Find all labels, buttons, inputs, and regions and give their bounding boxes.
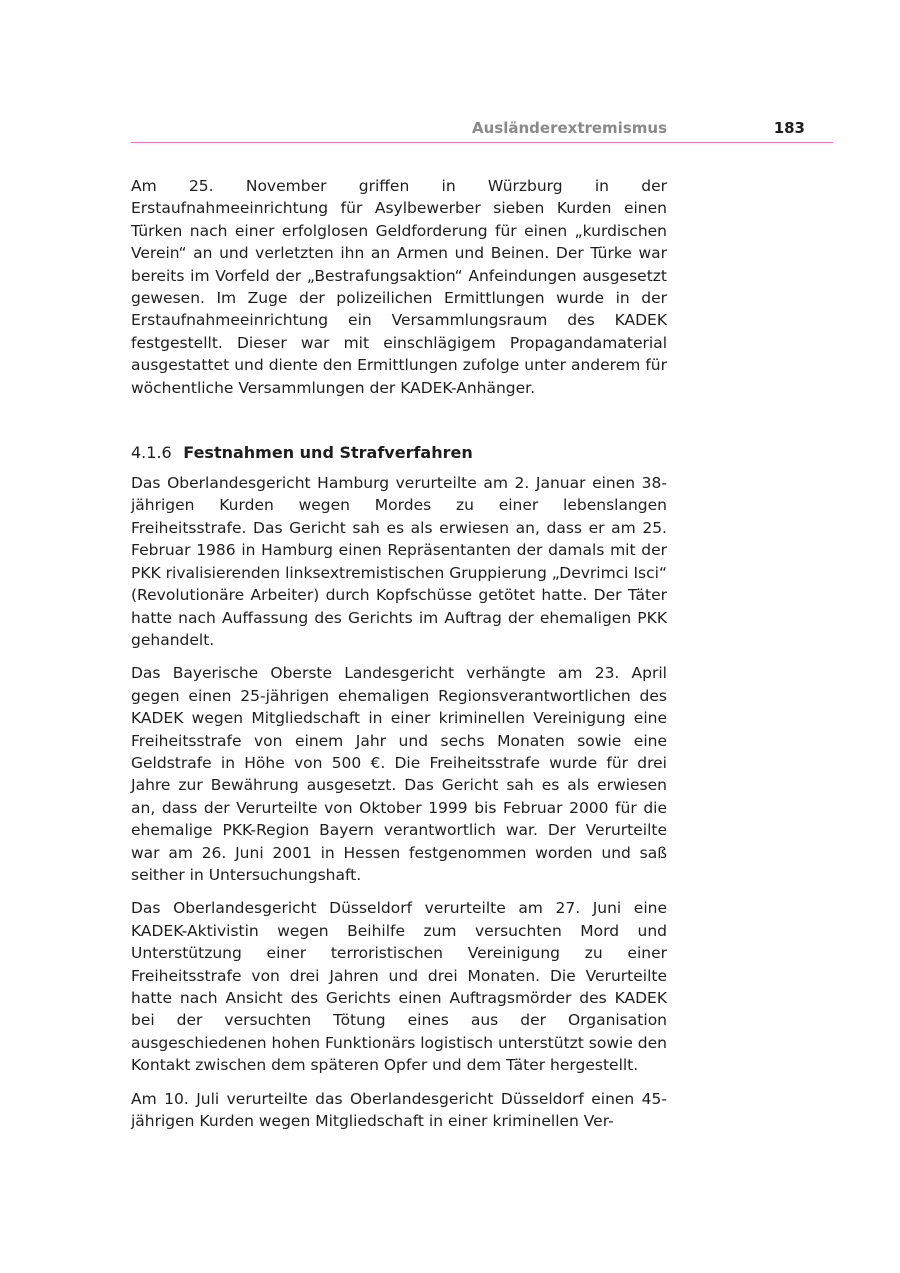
header-title: Ausländerextremismus [472,119,667,137]
paragraph-hamburg: Das Oberlandesgericht Hamburg verurteilte am 2. Januar einen 38-jährigen Kurden wegen Mordes zu einer lebenslangen Freiheitsstrafe. Das Gericht sah es als erwiesen an, dass er am 25. Februar 1986 in Hamburg einen Repräsentanten der damals mit der PKK rivalisierenden linksextremistischen Gruppierung „Devrimci Isci“ (Revolutionäre Arbeiter) durch Kopfschüsse getötet hatte. Der Täter hatte nach Auffassung des Gerichts im Auftrag der ehemaligen PKK gehandelt. [131,474,667,649]
intro-paragraph: Am 25. November griffen in Würzburg in der Erstaufnahmeeinrichtung für Asylbewerber sieben Kurden einen Türken nach einer erfolglosen Geldforderung für einen „kurdischen Verein“ an und verletzten ihn an Armen und Beinen. Der Türke war bereits im Vorfeld der „Bestrafungsaktion“ Anfeindungen ausgesetzt gewesen. Im Zuge der polizeilichen Ermittlungen wurde in der Erstaufnahmeeinrichtung ein Versammlungsraum des KADEK festgestellt. Dieser war mit einschlägigem Propagandamaterial ausgestattet und diente den Ermittlungen zufolge unter anderem für wöchentliche Versammlungen der KADEK-Anhänger. [131,177,667,397]
paragraph-duesseldorf-juli: Am 10. Juli verurteilte das Oberlandesgericht Düsseldorf einen 45-jährigen Kurden wegen Mitgliedschaft in einer kriminellen Ver- [131,1089,667,1131]
page-number: 183 [773,119,805,137]
paragraph-duesseldorf-juni: Das Oberlandesgericht Düsseldorf verurteilte am 27. Juni eine KADEK-Aktivistin wegen Beihilfe zum versuchten Mord und Unterstützung einer terroristischen Vereinigung zu einer Freiheitsstrafe von drei Jahren und drei Monaten. Die Verurteilte hatte nach Ansicht des Gerichts einen Auftragsmörder des KADEK bei der versuchten Tötung eines aus der Organisation ausgeschiedenen hohen Funktionärs logistisch unterstützt sowie den Kontakt zwischen dem späteren Opfer und dem Täter hergestellt. [131,899,667,1075]
running-header [131,118,833,143]
section-title: Festnahmen und Strafverfahren [183,443,473,463]
paragraph-bayern: Das Bayerische Oberste Landesgericht verhängte am 23. April gegen einen 25-jährigen ehemaligen Regionsverantwortlichen des KADEK wegen Mitgliedschaft in einer kriminellen Vereinigung eine Freiheitsstrafe von einem Jahr und sechs Monaten sowie eine Geldstrafe in Höhe von 500 €. Die Freiheitsstrafe wurde für drei Jahre zur Bewährung ausgesetzt. Das Gericht sah es als erwiesen an, dass der Verurteilte von Oktober 1999 bis Februar 2000 für die ehemalige PKK-Region Bayern verantwortlich war. Der Verurteilte war am 26. Juni 2001 in Hessen festgenommen worden und saß seither in Untersuchungshaft. [131,664,667,884]
section-number: 4.1.6 [131,443,172,463]
section-heading [131,442,667,464]
page-body [131,175,667,1143]
